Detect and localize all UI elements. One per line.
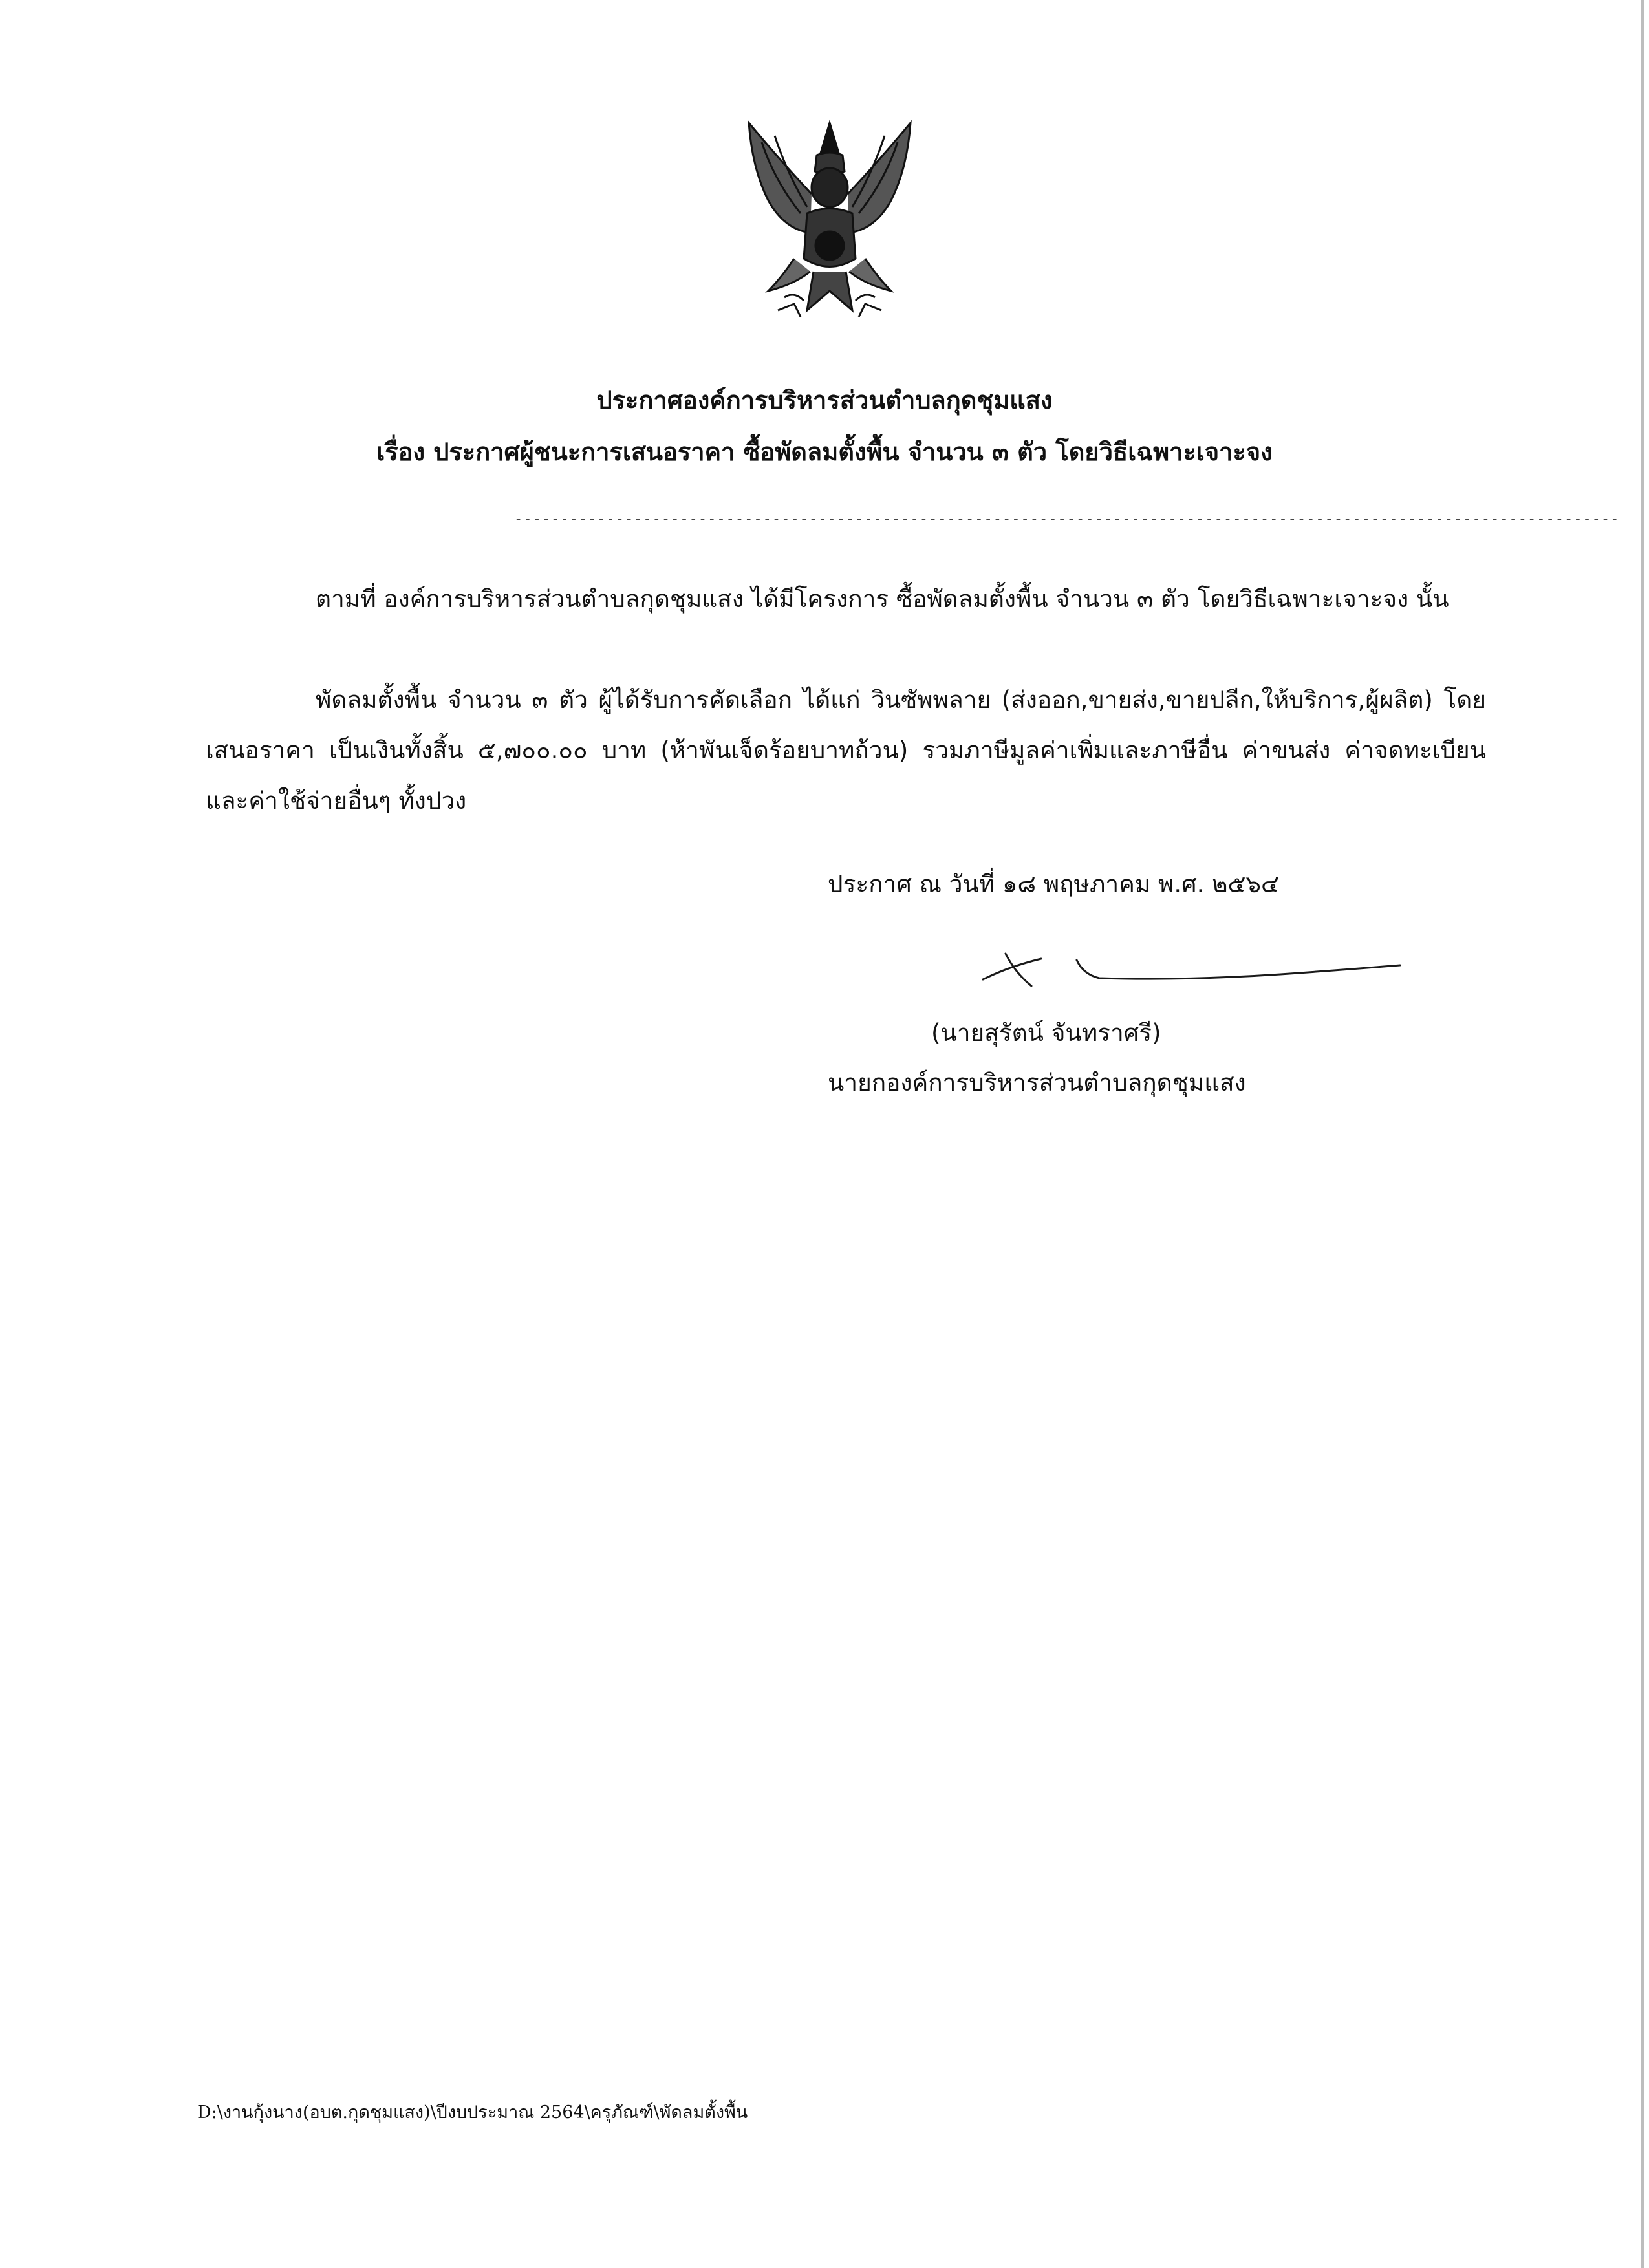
signatory-name: (นายสุรัตน์ จันทราศรี) xyxy=(931,1019,1161,1047)
document-subject: เรื่อง ประกาศผู้ชนะการเสนอราคา ซื้อพัดลมตั้งพื้น จำนวน ๓ ตัว โดยวิธีเฉพาะเจาะจง xyxy=(376,438,1273,466)
signatory-position: นายกองค์การบริหารส่วนตำบลกุดชุมแสง xyxy=(828,1069,1246,1097)
handwritten-signature xyxy=(970,941,1410,999)
separator-line: ------------------------------------------------------------------------------------------------------------------------ xyxy=(514,511,1620,527)
file-path-footer: D:\งานกุ้งนาง(อบต.กุดชุมแสง)\ปีงบประมาณ 2564\ครุภัณฑ์\พัดลมตั้งพื้น xyxy=(197,2102,748,2123)
garuda-emblem-icon xyxy=(723,116,936,330)
body-paragraph-1: ตามที่ องค์การบริหารส่วนตำบลกุดชุมแสง ได้มีโครงการ ซื้อพัดลมตั้งพื้น จำนวน ๓ ตัว โดยวิธีเฉพาะเจาะจง นั้น xyxy=(316,585,1449,613)
announcement-date: ประกาศ ณ วันที่ ๑๘ พฤษภาคม พ.ศ. ๒๕๖๔ xyxy=(828,870,1280,898)
document-title: ประกาศองค์การบริหารส่วนตำบลกุดชุมแสง xyxy=(596,386,1053,414)
scan-edge xyxy=(1641,0,1644,2268)
body-paragraph-2: พัดลมตั้งพื้น จำนวน ๓ ตัว ผู้ได้รับการคัดเลือก ได้แก่ วินซัพพลาย (ส่งออก,ขายส่ง,ขายปลีก,ให้บริการ,ผู้ผลิต) โดยเสนอราคา เป็นเงินทั้งสิ้น ๕,๗๐๐.๐๐ บาท (ห้าพันเจ็ดร้อยบาทถ้วน) รวมภาษีมูลค่าเพิ่มและภาษีอื่น ค่าขนส่ง ค่าจดทะเบียน และค่าใช้จ่ายอื่นๆ ทั้งปวง xyxy=(206,686,1486,815)
